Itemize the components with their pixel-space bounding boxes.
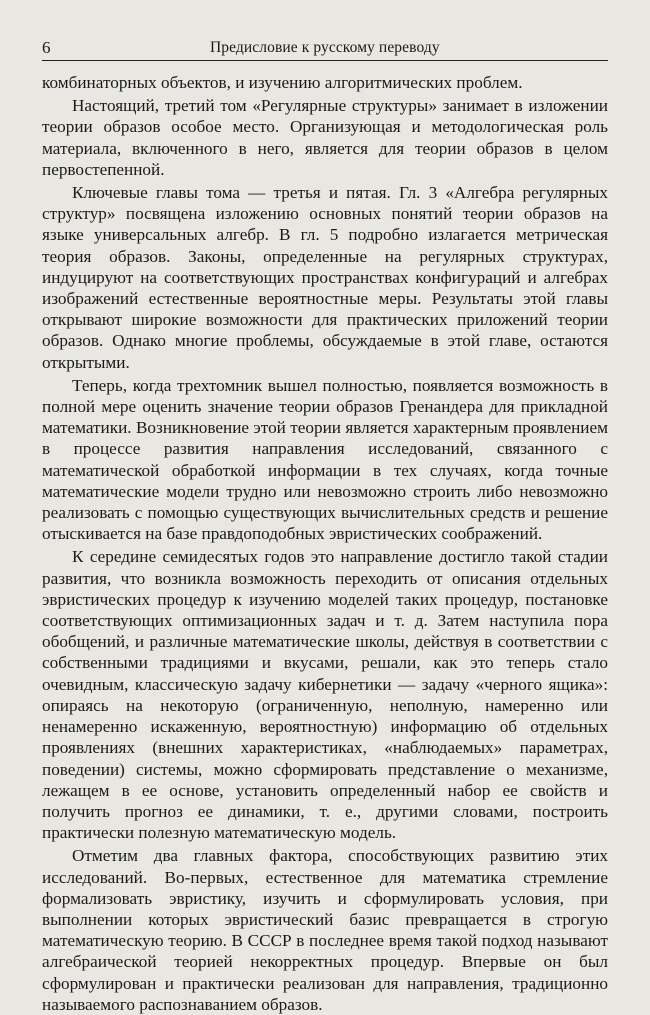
header-rule [42,60,608,61]
paragraph: Теперь, когда трехтомник вышел полностью, появляется возможность в полной мере оценить значение теории образов Гренандера для прикладной математики. Возникновение этой теории является характерным проявлением в процессе развития направления исследований, связанного с математической обработкой информации в тех случаях, когда точные математические модели трудно или невозможно строить либо невозможно реализовать с помощью существующих вычислительных средств и решение отыскивается на базе правдоподобных эвристических соображений. [42,375,608,544]
paragraph: Отметим два главных фактора, способствующих развитию этих исследований. Во-первых, естественное для математика стремление формализовать эвристику, изучить и сформулировать условия, при выполнении которых эвристический базис превращается в строгую математическую теорию. В СССР в последнее время такой подход называют алгебраической теорией некорректных процедур. Впервые он был сформулирован и практически реализован для направления, традиционно называемого распознаванием образов. [42,846,608,1014]
page-header [42,38,608,60]
paragraph: Настоящий, третий том «Регулярные структуры» занимает в изложении теории образов особое место. Организующая и методологическая роль материала, включенного в него, является для теории образов в целом первостепенной. [42,96,608,179]
paragraph: Ключевые главы тома — третья и пятая. Гл. 3 «Алгебра регулярных структур» посвящена изложению основных понятий теории образов на языке универсальных алгебр. В гл. 5 подробно излагается метрическая теория образов. Законы, определенные на регулярных структурах, индуцируют на соответствующих пространствах конфигураций и алгебрах изображений естественные вероятностные меры. Результаты этой главы открывают широкие возможности для практических приложений теории образов. Однако многие проблемы, обсуждаемые в этой главе, остаются открытыми. [42,183,608,372]
page-body [42,72,608,1015]
paragraph-continuation: комбинаторных объектов, и изучению алгоритмических проблем. [42,73,523,92]
running-title: Предисловие к русскому переводу [210,39,440,56]
page-number: 6 [42,38,51,57]
paragraph: К середине семидесятых годов это направление достигло такой стадии развития, что возникла возможность переходить от описания отдельных эвристических процедур к изучению моделей таких процедур, постановке соответствующих оптимизационных задач и т. д. Затем наступила пора обобщений, и различные математические школы, действуя в соответствии с собственными традициями и вкусами, решали, как это теперь стало очевидным, классическую задачу кибернетики — задачу «черного ящика»: опираясь на некоторую (ограниченную, неполную, намеренно или ненамеренно искаженную, вероятностную) информацию об отдельных проявлениях (внешних характеристиках, «наблюдаемых» параметрах, поведении) системы, можно сформировать представление о механизме, лежащем в ее основе, установить определенный набор ее свойств и получить прогноз ее динамики, т. е., другими словами, построить практически полезную математическую модель. [42,547,608,843]
